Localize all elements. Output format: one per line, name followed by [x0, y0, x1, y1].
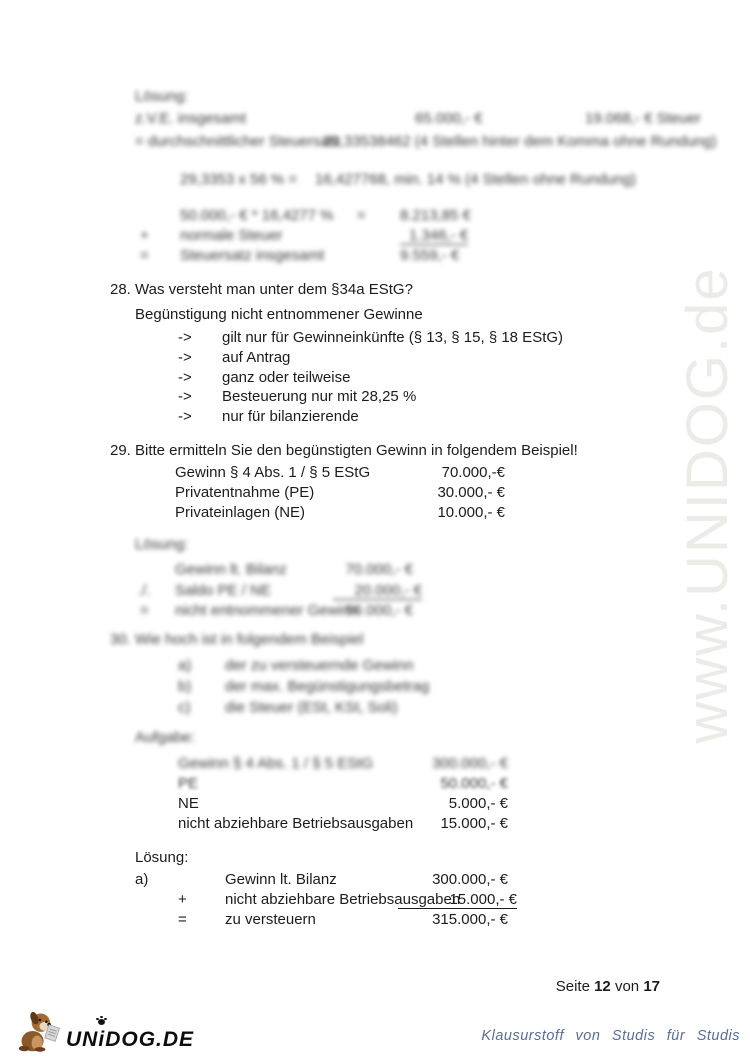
question-row — [110, 281, 710, 301]
question-text: Bitte ermitteln Sie den begünstigten Gewinn in folgendem Beispiel! — [135, 442, 578, 459]
bullet-arrow: -> — [178, 408, 192, 425]
question-number: 30. — [110, 631, 131, 648]
answer-intro-row — [110, 306, 710, 326]
table-row — [135, 755, 555, 775]
solution-29-block — [135, 536, 555, 626]
table-row — [110, 504, 710, 524]
bullet-text: auf Antrag — [222, 349, 291, 366]
table-row — [135, 775, 555, 795]
row-value: 20.000,- € — [333, 582, 422, 600]
page-total: 17 — [643, 978, 660, 995]
solution-label: Lösung: — [135, 849, 189, 866]
dog-icon — [16, 1008, 62, 1058]
question-number: 29. — [110, 442, 131, 459]
list-item — [110, 657, 610, 677]
page-number — [500, 978, 660, 995]
row-value: 29,33538462 (4 Stellen hinter dem Komma ohne Rundung) — [323, 133, 717, 150]
item-marker: a) — [135, 871, 149, 888]
aufgabe-label: Aufgabe: — [135, 729, 196, 746]
question-text: Wie hoch ist in folgendem Beispiel — [135, 631, 364, 648]
table-row — [110, 464, 710, 484]
solution-27-block — [135, 86, 717, 271]
row-operator: = — [140, 602, 149, 619]
solution-label: Lösung: — [135, 88, 189, 105]
row-value: 16,427768, min. 14 % (4 Stellen ohne Rundung) — [315, 171, 637, 188]
row-label: normale Steuer — [180, 227, 283, 244]
solution-label-row — [135, 849, 555, 869]
row-label: Gewinn § 4 Abs. 1 / § 5 EStG — [175, 464, 371, 481]
bullet-text: nur für bilanzierende — [222, 408, 359, 425]
question-text: Was versteht man unter dem §34a EStG? — [135, 281, 413, 298]
calc-row — [135, 247, 695, 267]
item-key: c) — [178, 699, 191, 716]
row-extra-value: 19.068,- € Steuer — [585, 110, 701, 127]
bullet-text: ganz oder teilweise — [222, 369, 351, 386]
logo-text-i: i — [98, 1028, 105, 1052]
unidog-watermark: www.UNIDOG.de — [675, 266, 740, 744]
question-row — [110, 442, 710, 462]
bullet-arrow: -> — [178, 369, 192, 386]
row-value: 8.213,85 € — [400, 207, 471, 224]
answer-intro: Begünstigung nicht entnommener Gewinne — [135, 306, 423, 323]
row-label: Saldo PE / NE — [175, 582, 271, 599]
tagline: Klausurstoff von Studis für Studis — [481, 1028, 740, 1044]
item-text: der max. Begünstigungsbetrag — [225, 678, 430, 695]
question-row — [110, 631, 610, 651]
row-label: Gewinn lt. Bilanz — [175, 561, 287, 578]
row-label: PE — [178, 775, 199, 792]
row-label: Gewinn lt. Bilanz — [225, 871, 337, 888]
bullet-row — [110, 408, 710, 428]
row-operator: ./. — [138, 582, 151, 599]
calc-row — [135, 911, 555, 931]
row-value: 9.559,- € — [400, 247, 460, 264]
row-label: z.V.E. insgesamt — [135, 110, 247, 127]
item-key: a) — [178, 657, 192, 674]
calc-row — [135, 171, 695, 191]
row-value: 5.000,- € — [448, 795, 508, 812]
aufgabe-label-row — [135, 729, 555, 749]
item-text: die Steuer (ESt, KSt, Soli) — [225, 699, 398, 716]
row-label: nicht abziehbare Betriebsausgaben — [178, 815, 414, 832]
solution-30-block — [135, 849, 555, 935]
row-operator: = — [178, 911, 187, 928]
row-value: 70.000,- € — [345, 561, 413, 578]
bullet-text: Besteuerung nur mit 28,25 % — [222, 388, 417, 405]
bullet-row — [110, 369, 710, 389]
bullet-row — [110, 329, 710, 349]
bullet-row — [110, 349, 710, 369]
row-label: 50.000,- € * 16,4277 % — [180, 207, 334, 224]
row-label: Privateinlagen (NE) — [175, 504, 306, 521]
item-key: b) — [178, 678, 192, 695]
unidog-logo — [16, 1008, 194, 1058]
bullet-arrow: -> — [178, 388, 192, 405]
row-value: 50.000,- € — [440, 775, 508, 792]
row-label: nicht abziehbare Betriebsausgaben — [225, 891, 461, 908]
row-value: 1.346,- € — [400, 227, 468, 245]
row-operator: + — [178, 891, 187, 908]
page-current: 12 — [594, 978, 611, 995]
row-label: NE — [178, 795, 199, 812]
bullet-text: gilt nur für Gewinneinkünfte (§ 13, § 15, § 18 EStG) — [222, 329, 564, 346]
logo-text-dogde: DOG.DE — [105, 1028, 195, 1051]
question-30-block — [110, 631, 610, 723]
list-item — [110, 699, 610, 719]
row-value: 300.000,- € — [432, 755, 508, 772]
question-number: 28. — [110, 281, 131, 298]
row-label: nicht entnommener Gewinn — [175, 602, 359, 619]
aufgabe-block — [135, 729, 555, 839]
page-separator: von — [614, 978, 640, 995]
question-29-block — [110, 442, 710, 527]
calc-row — [135, 871, 555, 891]
row-operator: + — [140, 227, 149, 244]
question-28-block — [110, 281, 710, 431]
row-label: Gewinn § 4 Abs. 1 / § 5 EStG — [178, 755, 374, 772]
calc-row — [135, 602, 555, 622]
solution-label: Lösung: — [135, 536, 189, 553]
row-value: 30.000,- € — [437, 484, 505, 501]
row-value: 15.000,- € — [398, 891, 517, 909]
item-text: der zu versteuernde Gewinn — [225, 657, 414, 674]
bullet-arrow: -> — [178, 349, 192, 366]
calc-row — [135, 133, 717, 153]
bullet-row — [110, 388, 710, 408]
row-value: 70.000,-€ — [441, 464, 505, 481]
paw-icon — [98, 1019, 105, 1025]
calc-row — [135, 891, 555, 911]
table-row — [135, 795, 555, 815]
solution-label-row — [135, 88, 695, 108]
row-value: 65.000,- € — [415, 110, 483, 127]
row-label: = durchschnittlicher Steuersatz — [135, 133, 341, 150]
row-operator: = — [140, 247, 149, 264]
calc-row — [135, 561, 555, 581]
row-label: zu versteuern — [225, 911, 316, 928]
row-label: Steuersatz insgesamt — [180, 247, 325, 264]
row-value: 50.000,- € — [345, 602, 413, 619]
logo-text — [66, 1028, 194, 1058]
page-prefix: Seite — [555, 978, 590, 995]
table-row — [110, 484, 710, 504]
calc-row — [135, 207, 695, 227]
bullet-arrow: -> — [178, 329, 192, 346]
row-value: 15.000,- € — [440, 815, 508, 832]
solution-label-row — [135, 536, 555, 556]
row-label: 29,3353 x 56 % = — [180, 171, 298, 188]
logo-text-un: UN — [66, 1028, 99, 1051]
calc-row — [135, 227, 695, 247]
calc-row — [135, 110, 701, 130]
calc-row — [135, 582, 555, 602]
row-operator: = — [357, 207, 366, 224]
row-value: 10.000,- € — [437, 504, 505, 521]
row-label: Privatentnahme (PE) — [175, 484, 315, 501]
list-item — [110, 678, 610, 698]
row-value: 315.000,- € — [432, 911, 508, 928]
table-row — [135, 815, 555, 835]
row-value: 300.000,- € — [432, 871, 508, 888]
